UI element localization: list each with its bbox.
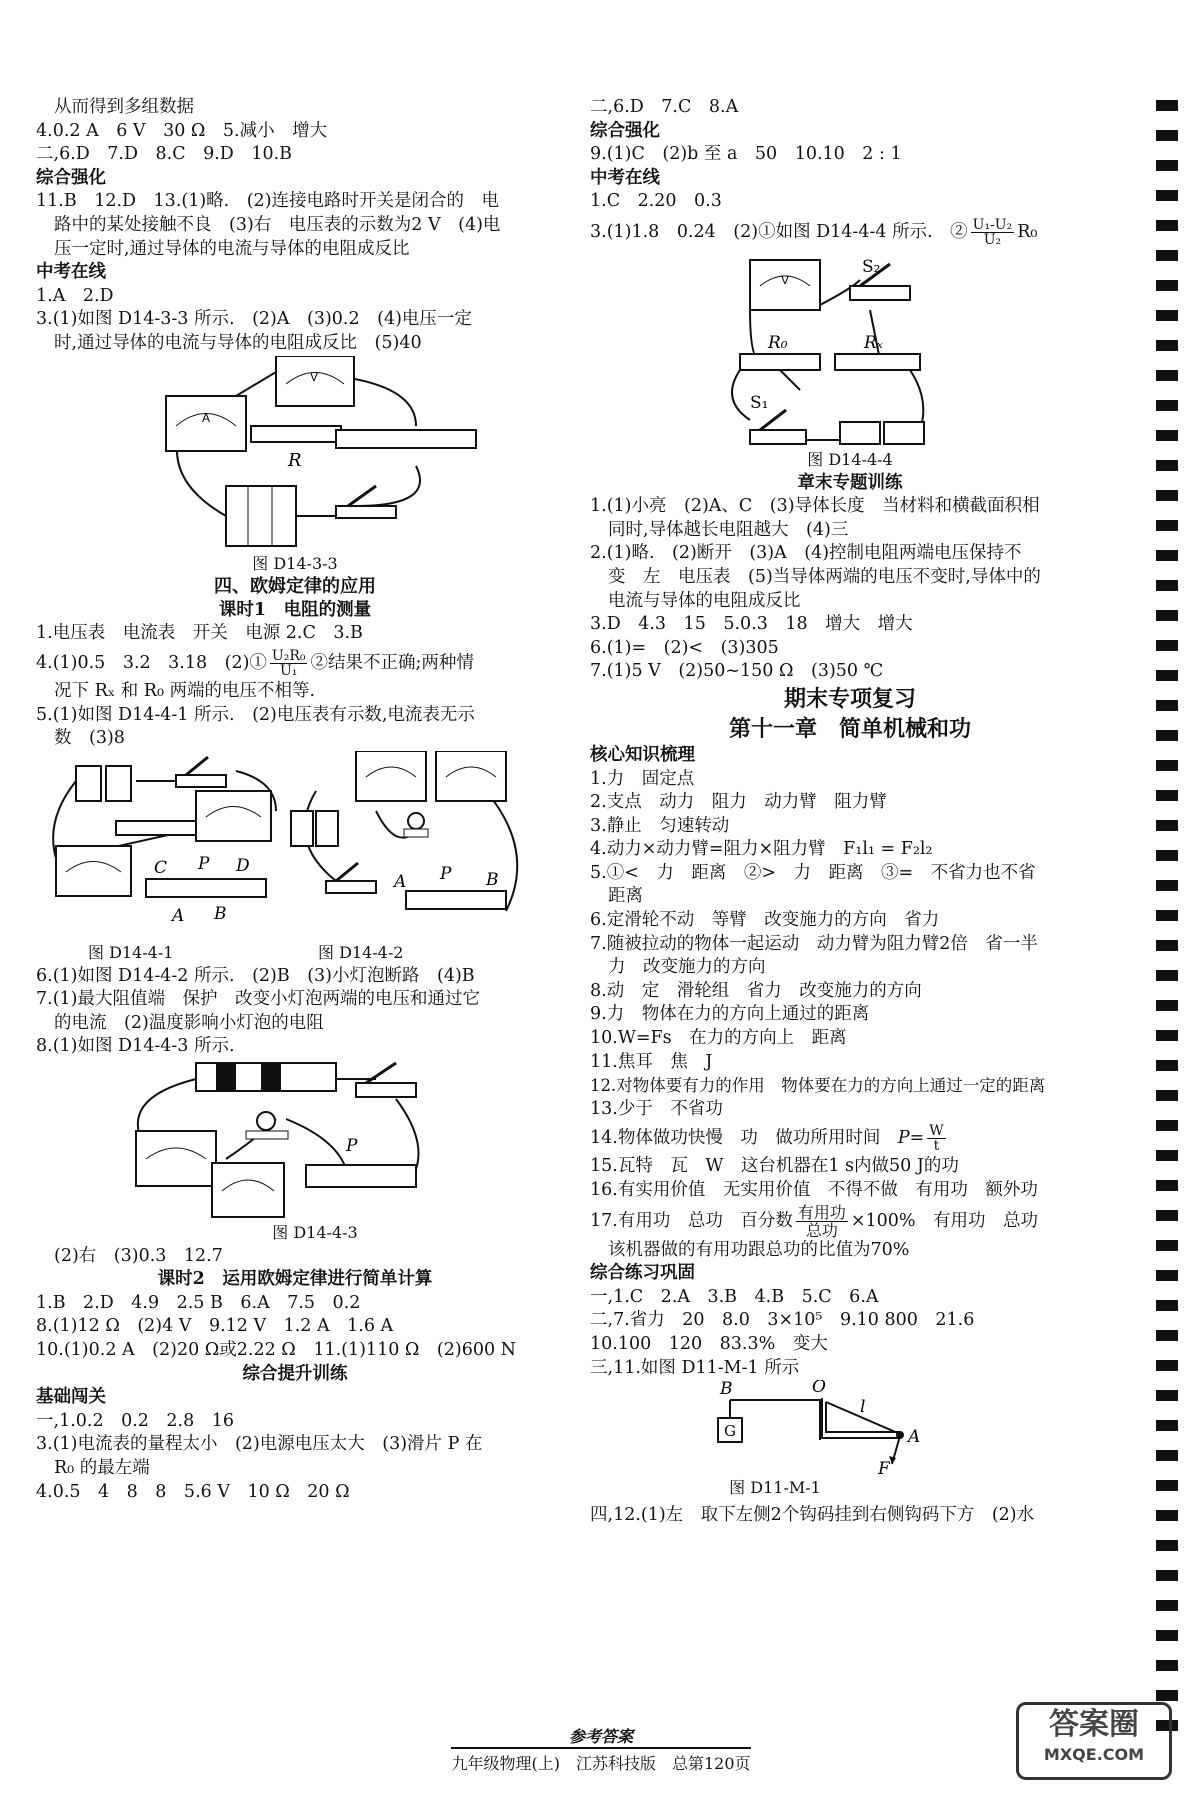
text-line-with-fraction <box>590 214 1110 250</box>
figure-caption: 图 D14-4-1 <box>88 942 174 962</box>
figure-d14-4-4 <box>590 250 1110 448</box>
text-line: 1.力 固定点 <box>590 768 695 789</box>
text-line: 从而得到多组数据 <box>54 97 194 117</box>
chapter-heading: 期末专项复习 <box>783 685 916 712</box>
text-line: 8.动 定 滑轮组 省力 改变施力的方向 <box>590 980 922 1001</box>
left-column <box>36 96 554 1504</box>
text-line-with-fraction <box>590 1121 1110 1155</box>
section-heading: 基础闯关 <box>36 1387 106 1408</box>
fraction <box>270 649 308 678</box>
switch-icon <box>336 486 396 518</box>
text-line: (2)右 (3)0.3 12.7 <box>54 1245 223 1266</box>
rheostat-icon <box>406 891 506 909</box>
ammeter-icon <box>136 1131 216 1186</box>
text-line: 电流与导体的电阻成反比 <box>608 590 801 611</box>
rheostat-label: D <box>236 855 250 876</box>
figure-d14-3-3 <box>36 356 554 552</box>
lever-label: B <box>720 1380 733 1400</box>
text-fragment: 14.物体做功快慢 功 做功所用时间 <box>590 1128 881 1149</box>
fraction-denominator: t <box>933 1138 940 1155</box>
figure-d14-4-3 <box>36 1059 554 1221</box>
watermark-logo <box>1016 1702 1172 1780</box>
section-title: 章末专题训练 <box>797 472 903 493</box>
switch-label: S₂ <box>862 256 881 277</box>
section-title: 四、欧姆定律的应用 <box>214 576 376 598</box>
figure-caption: 图 D14-4-2 <box>318 942 404 962</box>
svg-text:A: A <box>202 410 211 425</box>
rheostat-label: A <box>172 905 185 926</box>
figure-d11-m-1 <box>590 1380 1110 1476</box>
watermark-url: MXQE.COM <box>1043 1745 1145 1764</box>
switch-label: S₁ <box>750 392 769 413</box>
voltmeter-icon <box>276 356 354 406</box>
lesson-title: 课时2 运用欧姆定律进行简单计算 <box>157 1269 433 1290</box>
battery-pack-icon <box>196 1063 336 1091</box>
text-line: 变 左 电压表 (5)当导体两端的电压不变时,导体中的 <box>608 566 1041 587</box>
text-line: 7.(1)最大阻值端 保护 改变小灯泡两端的电压和通过它 <box>36 989 480 1010</box>
resistor-icon <box>116 821 206 835</box>
lesson-title: 课时1 电阻的测量 <box>218 599 372 620</box>
fraction-denominator: 总功 <box>805 1220 838 1240</box>
fraction <box>971 218 1015 247</box>
fraction <box>796 1204 848 1239</box>
fraction-numerator: 有用功 <box>797 1202 846 1222</box>
text-line: 10.W=Fs 在力的方向上 距离 <box>590 1028 847 1049</box>
figure-caption: 图 D14-4-4 <box>807 449 893 469</box>
text-line: 10.(1)0.2 A (2)20 Ω或2.22 Ω 11.(1)110 Ω (2)600 N <box>36 1340 516 1361</box>
battery-icon <box>226 486 296 546</box>
text-line: 二,6.D 7.D 8.C 9.D 10.B <box>36 144 293 165</box>
fraction-numerator: U₁-U₂ <box>972 216 1013 233</box>
text-line: 数 (3)8 <box>54 728 125 749</box>
rheostat-label: B <box>214 903 227 924</box>
text-line: 1.(1)小亮 (2)A、C (3)导体长度 当材料和横截面积相 <box>590 496 1040 517</box>
resistor-icon <box>740 354 820 370</box>
fraction-denominator: U₂ <box>983 231 1002 248</box>
text-line: 三,11.如图 D11-M-1 所示 <box>590 1357 800 1378</box>
text-line: 4.0.5 4 8 8 5.6 V 10 Ω 20 Ω <box>36 1481 350 1502</box>
battery-icon <box>76 766 131 801</box>
text-fragment: 17.有用功 总功 百分数 <box>590 1210 793 1231</box>
lever-diagram <box>590 1380 1110 1476</box>
text-line: 8.(1)如图 D14-4-3 所示. <box>36 1036 235 1057</box>
resistor-icon <box>251 426 341 442</box>
rheostat-labels <box>392 864 499 892</box>
text-line: 9.力 物体在力的方向上通过的距离 <box>590 1004 870 1025</box>
rheostat-icon <box>146 879 266 897</box>
text-line: 况下 Rₓ 和 R₀ 两端的电压不相等. <box>54 680 316 701</box>
figure-caption: 图 D11-M-1 <box>729 1478 821 1498</box>
text-line: 5.①< 力 距离 ②> 力 距离 ③= 不省力也不省 <box>590 862 1036 883</box>
text-line: R₀ 的最左端 <box>54 1458 150 1478</box>
text-line: 9.(1)C (2)b 至 a 50 10.10 2 : 1 <box>590 144 902 165</box>
chapter-heading: 第十一章 简单机械和功 <box>728 715 971 742</box>
text-line: 二,6.D 7.C 8.A <box>590 97 739 117</box>
section-title: 综合提升训练 <box>242 1363 348 1384</box>
figures-d14-4-1-and-2 <box>36 751 554 941</box>
text-line: 6.(1)= (2)< (3)305 <box>590 637 779 658</box>
text-line: 力 改变施力的方向 <box>608 957 766 978</box>
pivot-icon <box>896 1431 904 1439</box>
text-line: 4.动力×动力臂=阻力×阻力臂 F₁l₁ = F₂l₂ <box>590 839 933 860</box>
text-fragment: 3.(1)1.8 0.24 (2)①如图 D14-4-4 所示. ② <box>590 221 968 242</box>
rheostat-label: P <box>198 853 210 874</box>
section-heading: 核心知识梳理 <box>590 744 695 765</box>
bulb-icon <box>404 813 428 837</box>
text-line: 3.(1)电流表的量程太小 (2)电源电压太大 (3)滑片 P 在 <box>36 1434 483 1455</box>
text-fragment: ×100% 有用功 总功 <box>850 1210 1039 1231</box>
battery-icon <box>840 422 924 444</box>
figure-caption: 图 D14-3-3 <box>252 553 338 573</box>
ammeter-icon <box>166 396 246 451</box>
text-line: 四,12.(1)左 取下左侧2个钩码挂到右侧钩码下方 (2)水 <box>590 1504 1035 1525</box>
fraction <box>927 1124 945 1153</box>
slider-label: P <box>346 1136 358 1157</box>
text-line: 12.对物体要有力的作用 物体要在力的方向上通过一定的距离 <box>590 1076 1046 1096</box>
lever-label: G <box>724 1422 736 1441</box>
circuit-diagram <box>36 356 554 552</box>
svg-text:V: V <box>310 369 319 384</box>
text-line: 7.随被拉动的物体一起运动 动力臂为阻力臂2倍 省一半 <box>590 933 1038 954</box>
circuit-diagrams <box>36 751 554 941</box>
right-column <box>590 96 1110 1527</box>
lever-label: O <box>812 1380 826 1398</box>
lever-label: A <box>908 1427 921 1448</box>
text-line: 2.(1)略. (2)断开 (3)A (4)控制电阻两端电压保持不 <box>590 543 1022 564</box>
rheostat-icon <box>306 1165 416 1187</box>
text-line: 该机器做的有用功跟总功的比值为70% <box>608 1239 910 1260</box>
text-line: 一,1.0.2 0.2 2.8 16 <box>36 1410 235 1431</box>
ammeter-icon <box>356 751 426 801</box>
text-line: 压一定时,通过导体的电流与导体的电阻成反比 <box>54 238 410 259</box>
resistor-label: Rₓ <box>864 332 883 353</box>
section-heading: 中考在线 <box>36 262 106 283</box>
margin-marks <box>1156 100 1180 1750</box>
voltmeter-icon <box>212 1163 284 1217</box>
text-line: 8.(1)12 Ω (2)4 V 9.12 V 1.2 A 1.6 A <box>36 1316 394 1337</box>
text-line: 11.B 12.D 13.(1)略. (2)连接电路时开关是闭合的 电 <box>36 191 500 212</box>
footer-title: 参考答案 <box>568 1727 633 1746</box>
text-line: 1.A 2.D <box>36 285 114 306</box>
text-line: 路中的某处接触不良 (3)右 电压表的示数为2 V (4)电 <box>54 214 501 235</box>
section-heading: 综合强化 <box>590 120 660 141</box>
section-heading: 综合强化 <box>36 167 106 188</box>
fraction-numerator: U₂R₀ <box>271 647 306 664</box>
resistor-icon <box>835 354 920 370</box>
switch-icon <box>750 410 806 444</box>
text-line: 3.静止 匀速转动 <box>590 815 730 836</box>
figure-captions <box>36 941 554 965</box>
section-heading: 综合练习巩固 <box>590 1263 695 1284</box>
voltmeter-icon <box>750 260 820 310</box>
ammeter-icon <box>196 791 271 841</box>
section-heading: 中考在线 <box>590 167 660 188</box>
rheostat-label: P <box>440 863 452 884</box>
text-line: 13.少于 不省功 <box>590 1098 723 1119</box>
text-line: 一,1.C 2.A 3.B 4.B 5.C 6.A <box>590 1286 879 1307</box>
rheostat-label: A <box>394 871 407 892</box>
text-line: 11.焦耳 焦 J <box>590 1051 713 1072</box>
text-line: 3.D 4.3 15 5.0.3 18 增大 增大 <box>590 614 913 635</box>
text-line: 1.电压表 电流表 开关 电源 2.C 3.B <box>36 623 363 644</box>
lever-label: l <box>860 1397 866 1418</box>
bulb-icon <box>246 1112 288 1139</box>
rheostat-label: C <box>154 857 168 878</box>
text-line-with-fraction <box>36 646 554 680</box>
rheostat-label: B <box>486 869 499 890</box>
rheostat-icon <box>336 430 476 448</box>
text-line: 3.(1)如图 D14-3-3 所示. (2)A (3)0.2 (4)电压一定 <box>36 309 472 330</box>
resistor-label: R₀ <box>768 332 788 353</box>
circuit-diagram <box>36 1059 554 1221</box>
text-line: 二,7.省力 20 8.0 3×10⁵ 9.10 800 21.6 <box>590 1310 975 1331</box>
text-line: 6.定滑轮不动 等臂 改变施力的方向 省力 <box>590 910 940 931</box>
voltmeter-icon <box>436 751 506 801</box>
footer-info: 九年级物理(上) 江苏科技版 总第120页 <box>451 1747 750 1774</box>
fraction-numerator: W <box>929 1123 944 1140</box>
circuit-diagram <box>590 250 1110 448</box>
text-fragment: 4.(1)0.5 3.2 3.18 (2)① <box>36 652 267 673</box>
watermark-text: 答案圈 <box>1049 1707 1139 1742</box>
text-line: 5.(1)如图 D14-4-1 所示. (2)电压表有示数,电流表无示 <box>36 704 475 725</box>
text-line: 1.B 2.D 4.9 2.5 B 6.A 7.5 0.2 <box>36 1292 361 1313</box>
svg-text:V: V <box>781 272 790 287</box>
text-line: 10.100 120 83.3% 变大 <box>590 1333 828 1354</box>
figure-caption: 图 D14-4-3 <box>272 1223 358 1243</box>
text-line: 1.C 2.20 0.3 <box>590 191 722 212</box>
text-line: 7.(1)5 V (2)50~150 Ω (3)50 ℃ <box>590 661 884 682</box>
text-line: 16.有实用价值 无实用价值 不得不做 有用功 额外功 <box>590 1180 1038 1200</box>
fraction-denominator: U₁ <box>279 662 298 679</box>
text-line: 4.0.2 A 6 V 30 Ω 5.减小 增大 <box>36 120 328 141</box>
voltmeter-icon <box>56 846 131 896</box>
text-line: 距离 <box>608 886 643 907</box>
battery-icon <box>291 811 338 846</box>
text-line: 同时,导体越长电阻越大 (4)三 <box>608 519 849 540</box>
text-fragment: P= <box>897 1128 925 1149</box>
text-line: 时,通过导体的电流与导体的电阻成反比 (5)40 <box>54 332 422 353</box>
text-fragment: ②结果不正确;两种情 <box>310 652 474 673</box>
lever-label: F <box>878 1459 890 1477</box>
resistor-label: R <box>288 449 302 471</box>
text-line: 2.支点 动力 阻力 动力臂 阻力臂 <box>590 792 887 813</box>
text-fragment: R₀ <box>1017 221 1038 242</box>
text-line: 6.(1)如图 D14-4-2 所示. (2)B (3)小灯泡断路 (4)B <box>36 965 475 986</box>
text-line-with-fraction <box>590 1203 1110 1239</box>
switch-icon <box>176 757 226 787</box>
text-line: 15.瓦特 瓦 W 这台机器在1 s内做50 J的功 <box>590 1156 959 1177</box>
text-line: 的电流 (2)温度影响小灯泡的电阻 <box>54 1012 324 1033</box>
